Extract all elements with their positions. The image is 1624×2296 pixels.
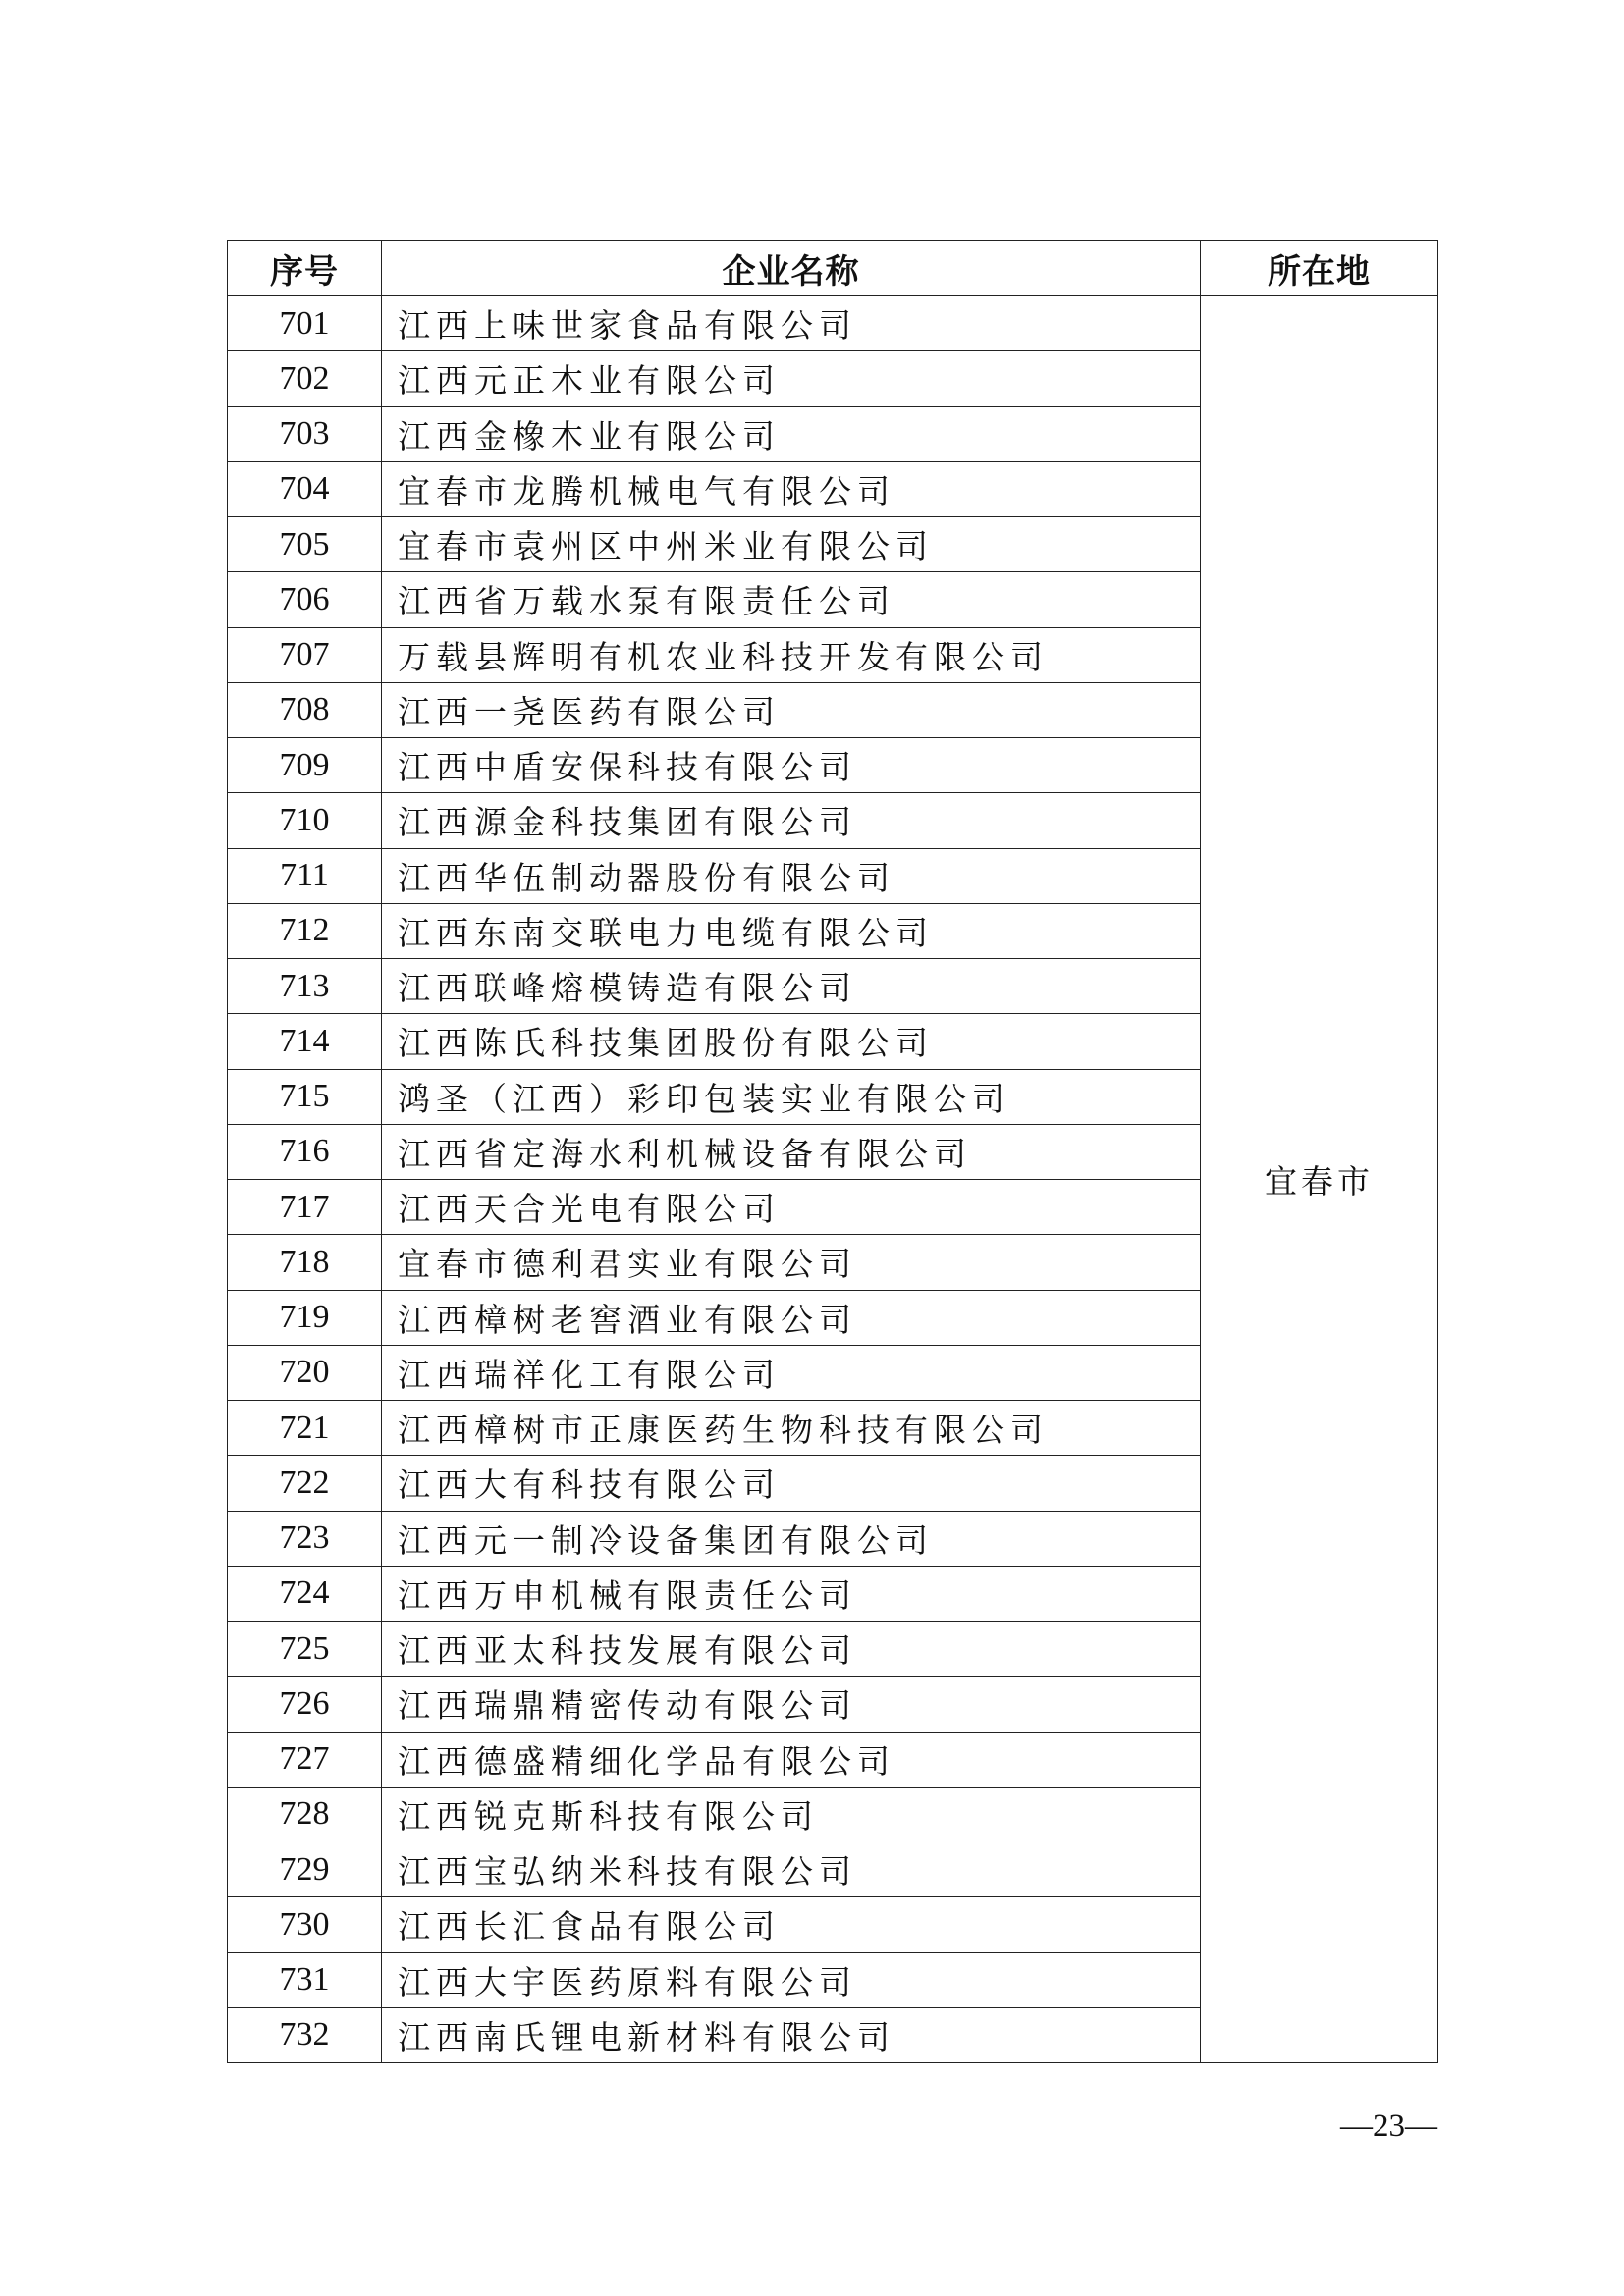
- row-seq: 730: [228, 1897, 382, 1952]
- row-seq: 731: [228, 1952, 382, 2007]
- row-enterprise-name: 江西联峰熔模铸造有限公司: [382, 959, 1201, 1014]
- row-seq: 715: [228, 1069, 382, 1124]
- row-enterprise-name: 江西东南交联电力电缆有限公司: [382, 903, 1201, 958]
- row-enterprise-name: 宜春市德利君实业有限公司: [382, 1235, 1201, 1290]
- row-seq: 713: [228, 959, 382, 1014]
- row-seq: 732: [228, 2007, 382, 2062]
- row-seq: 722: [228, 1456, 382, 1511]
- row-enterprise-name: 江西省定海水利机械设备有限公司: [382, 1124, 1201, 1179]
- page-number: —23—: [1340, 2109, 1437, 2144]
- table-body: [228, 296, 1438, 2063]
- row-seq: 709: [228, 738, 382, 793]
- row-seq: 729: [228, 1842, 382, 1897]
- row-enterprise-name: 江西中盾安保科技有限公司: [382, 738, 1201, 793]
- row-enterprise-name: 江西德盛精细化学品有限公司: [382, 1732, 1201, 1787]
- row-seq: 704: [228, 461, 382, 516]
- header-location: 所在地: [1201, 241, 1438, 296]
- row-seq: 726: [228, 1677, 382, 1732]
- row-seq: 710: [228, 793, 382, 848]
- row-seq: 716: [228, 1124, 382, 1179]
- row-enterprise-name: 江西瑞祥化工有限公司: [382, 1345, 1201, 1400]
- row-enterprise-name: 江西长汇食品有限公司: [382, 1897, 1201, 1952]
- row-seq: 711: [228, 848, 382, 903]
- row-seq: 712: [228, 903, 382, 958]
- row-enterprise-name: 宜春市袁州区中州米业有限公司: [382, 517, 1201, 572]
- row-enterprise-name: 江西大有科技有限公司: [382, 1456, 1201, 1511]
- row-enterprise-name: 江西宝弘纳米科技有限公司: [382, 1842, 1201, 1897]
- row-enterprise-name: 江西元正木业有限公司: [382, 351, 1201, 406]
- location-cell: 宜春市: [1201, 296, 1438, 2063]
- row-enterprise-name: 江西大宇医药原料有限公司: [382, 1952, 1201, 2007]
- row-enterprise-name: 江西省万载水泵有限责任公司: [382, 572, 1201, 627]
- row-enterprise-name: 江西万申机械有限责任公司: [382, 1566, 1201, 1621]
- row-enterprise-name: 江西锐克斯科技有限公司: [382, 1787, 1201, 1842]
- row-seq: 724: [228, 1566, 382, 1621]
- row-seq: 703: [228, 406, 382, 461]
- row-seq: 725: [228, 1622, 382, 1677]
- header-enterprise-name: 企业名称: [382, 241, 1201, 296]
- enterprise-table: [227, 240, 1438, 2063]
- row-enterprise-name: 江西陈氏科技集团股份有限公司: [382, 1014, 1201, 1069]
- row-seq: 708: [228, 682, 382, 737]
- row-enterprise-name: 江西樟树老窖酒业有限公司: [382, 1290, 1201, 1345]
- row-enterprise-name: 鸿圣（江西）彩印包装实业有限公司: [382, 1069, 1201, 1124]
- header-seq: 序号: [228, 241, 382, 296]
- row-enterprise-name: 江西樟树市正康医药生物科技有限公司: [382, 1401, 1201, 1456]
- row-seq: 701: [228, 296, 382, 351]
- row-seq: 720: [228, 1345, 382, 1400]
- row-seq: 707: [228, 627, 382, 682]
- row-enterprise-name: 江西亚太科技发展有限公司: [382, 1622, 1201, 1677]
- table-header-row: [228, 241, 1438, 296]
- row-seq: 719: [228, 1290, 382, 1345]
- row-seq: 721: [228, 1401, 382, 1456]
- table-row: [228, 296, 1438, 351]
- row-enterprise-name: 江西元一制冷设备集团有限公司: [382, 1511, 1201, 1566]
- row-enterprise-name: 江西瑞鼎精密传动有限公司: [382, 1677, 1201, 1732]
- row-enterprise-name: 江西上味世家食品有限公司: [382, 296, 1201, 351]
- row-enterprise-name: 江西天合光电有限公司: [382, 1180, 1201, 1235]
- row-enterprise-name: 宜春市龙腾机械电气有限公司: [382, 461, 1201, 516]
- row-seq: 718: [228, 1235, 382, 1290]
- row-enterprise-name: 江西源金科技集团有限公司: [382, 793, 1201, 848]
- row-seq: 706: [228, 572, 382, 627]
- row-enterprise-name: 江西华伍制动器股份有限公司: [382, 848, 1201, 903]
- row-seq: 727: [228, 1732, 382, 1787]
- row-enterprise-name: 江西一尧医药有限公司: [382, 682, 1201, 737]
- row-enterprise-name: 江西金橡木业有限公司: [382, 406, 1201, 461]
- row-seq: 714: [228, 1014, 382, 1069]
- row-seq: 717: [228, 1180, 382, 1235]
- row-seq: 705: [228, 517, 382, 572]
- row-enterprise-name: 江西南氏锂电新材料有限公司: [382, 2007, 1201, 2062]
- row-enterprise-name: 万载县辉明有机农业科技开发有限公司: [382, 627, 1201, 682]
- row-seq: 723: [228, 1511, 382, 1566]
- row-seq: 702: [228, 351, 382, 406]
- row-seq: 728: [228, 1787, 382, 1842]
